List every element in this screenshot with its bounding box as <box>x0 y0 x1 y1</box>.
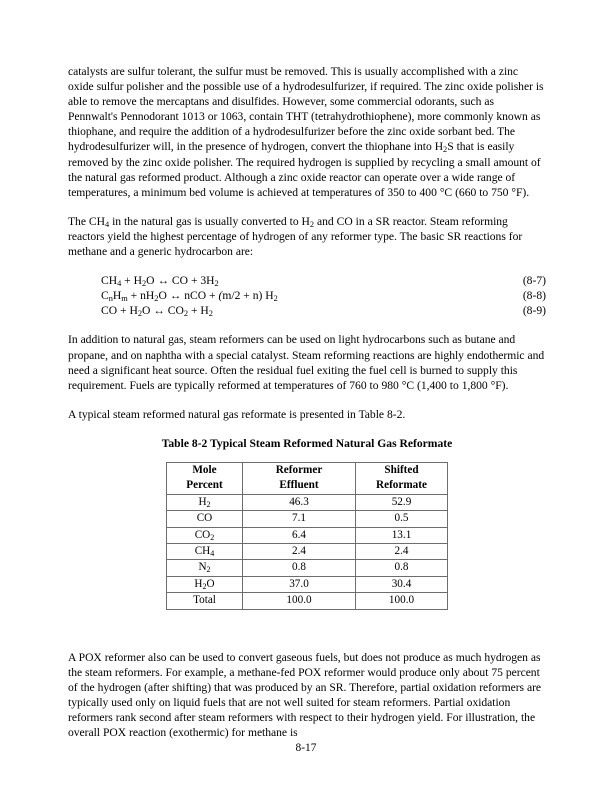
cell-species: CO <box>167 511 243 527</box>
table-row <box>167 543 448 559</box>
header-reformer-line2: Effluent <box>243 478 356 494</box>
equation-8-8 <box>101 288 546 303</box>
table-head <box>167 462 448 494</box>
table-row <box>167 494 448 510</box>
page-content <box>68 64 546 754</box>
equation-8-8-body: $C_nH_m + nH_2O$ ↔ nCO + (m/2 + n) $H_2$ <box>101 289 278 304</box>
cell-shifted-reformate: 2.4 <box>356 543 448 559</box>
spacer <box>68 624 546 650</box>
cell-species: $N_2$ <box>167 560 243 576</box>
header-mole-line2: Percent <box>167 478 243 494</box>
table-body <box>167 494 448 609</box>
cell-reformer-effluent: 6.4 <box>243 527 356 543</box>
cell-species: $H_2$ <box>167 494 243 510</box>
reformate-table <box>166 462 448 610</box>
header-reformer-line1: Reformer <box>243 462 356 478</box>
cell-species: $CO_2$ <box>167 527 243 543</box>
cell-reformer-effluent: 100.0 <box>243 593 356 609</box>
cell-reformer-effluent: 0.8 <box>243 560 356 576</box>
paragraph-table-reference: A typical steam reformed natural gas reformate is presented in Table 8-2. <box>68 407 406 421</box>
equation-block <box>68 273 546 318</box>
paragraph-sulfur-removal: catalysts are sulfur tolerant, the sulfur must be removed. This is usually accomplished with a zinc oxide sulfur polisher and the possible use of a hydrodesulfurizer, if required. The zinc oxide polisher is able to remove the mercaptans and disulfides. However, some commercial odorants, such as Pennwalt's Pennodorant 1013 or 1063, contain THT (tetrahydrothiophene), more commonly known as thiophane, and require the addition of a hydrodesulfurizer before the zinc oxide sorbant bed. The hydrodesulfurizer will, in the presence of hydrogen, convert the thiophane into $H_2S$ that is easily removed by the zinc oxide polisher. The required hydrogen is supplied by recycling a small amount of the natural gas reformed product. Although a zinc oxide reactor can operate over a wide range of temperatures, a minimum bed volume is achieved at temperatures of 350 to 400 °C (660 to 750 °F). <box>68 65 544 199</box>
equation-8-7 <box>101 273 546 288</box>
table-row-total <box>167 593 448 609</box>
equation-8-7-body: $CH_4 + H_2O$ ↔ CO + $3H_2$ <box>101 274 219 289</box>
cell-shifted-reformate: 0.8 <box>356 560 448 576</box>
cell-shifted-reformate: 30.4 <box>356 576 448 592</box>
equation-8-9 <box>101 303 546 318</box>
header-mole-line1: Mole <box>167 462 243 478</box>
table-row <box>167 560 448 576</box>
table-header-row-line2 <box>167 478 448 494</box>
equation-8-9-number: (8-9) <box>522 304 546 318</box>
cell-reformer-effluent: 2.4 <box>243 543 356 559</box>
table-row <box>167 576 448 592</box>
cell-shifted-reformate: 0.5 <box>356 511 448 527</box>
page-number: 8-17 <box>295 742 317 754</box>
cell-shifted-reformate: 52.9 <box>356 494 448 510</box>
equation-8-9-body: CO + $H_2O$ ↔ $CO_2 + H_2$ <box>101 304 213 319</box>
table-row <box>167 511 448 527</box>
cell-shifted-reformate: 100.0 <box>356 593 448 609</box>
paragraph-pox-reformer: A POX reformer also can be used to convert gaseous fuels, but does not produce as much hydrogen as the steam reformers. For example, a methane-fed POX reformer would produce only about 75 percent of the hydrogen (after shifting) that was produced by an SR. Therefore, partial oxidation reformers are typically used only on liquid fuels that are not well suited for steam reformers. Partial oxidation reformers rank second after steam reformers with respect to their hydrogen yield. For illustration, the overall POX reaction (exothermic) for methane is <box>68 650 542 739</box>
cell-species: $H_2O$ <box>167 576 243 592</box>
header-shifted-line1: Shifted <box>356 462 448 478</box>
cell-reformer-effluent: 37.0 <box>243 576 356 592</box>
equation-8-7-number: (8-7) <box>522 274 546 288</box>
cell-reformer-effluent: 46.3 <box>243 494 356 510</box>
cell-species: Total <box>167 593 243 609</box>
table-container <box>68 462 546 610</box>
cell-reformer-effluent: 7.1 <box>243 511 356 527</box>
paragraph-sr-reactions-intro: The $CH_4$ in the natural gas is usually converted to $H_2$ and CO in a SR reactor. Steam reforming reactors yield the highest percentage of hydrogen of any reformer type. The basic SR reactions for methane and a generic hydrocarbon are: <box>68 214 523 259</box>
table-header-row-line1 <box>167 462 448 478</box>
equation-8-8-number: (8-8) <box>522 289 546 303</box>
paragraph-steam-reformer-use: In addition to natural gas, steam reformers can be used on light hydrocarbons such as butane and propane, and on naphtha with a special catalyst. Steam reforming reactions are highly endothermic and need a significant heat source. Often the residual fuel exiting the fuel cell is burned to supply this requirement. Fuels are typically reformed at temperatures of 760 to 980 °C (1,400 to 1,800 °F). <box>68 333 545 392</box>
cell-shifted-reformate: 13.1 <box>356 527 448 543</box>
header-shifted-line2: Reformate <box>356 478 448 494</box>
table-row <box>167 527 448 543</box>
table-caption: Table 8-2 Typical Steam Reformed Natural Gas Reformate <box>161 436 453 450</box>
cell-species: $CH_4$ <box>167 543 243 559</box>
